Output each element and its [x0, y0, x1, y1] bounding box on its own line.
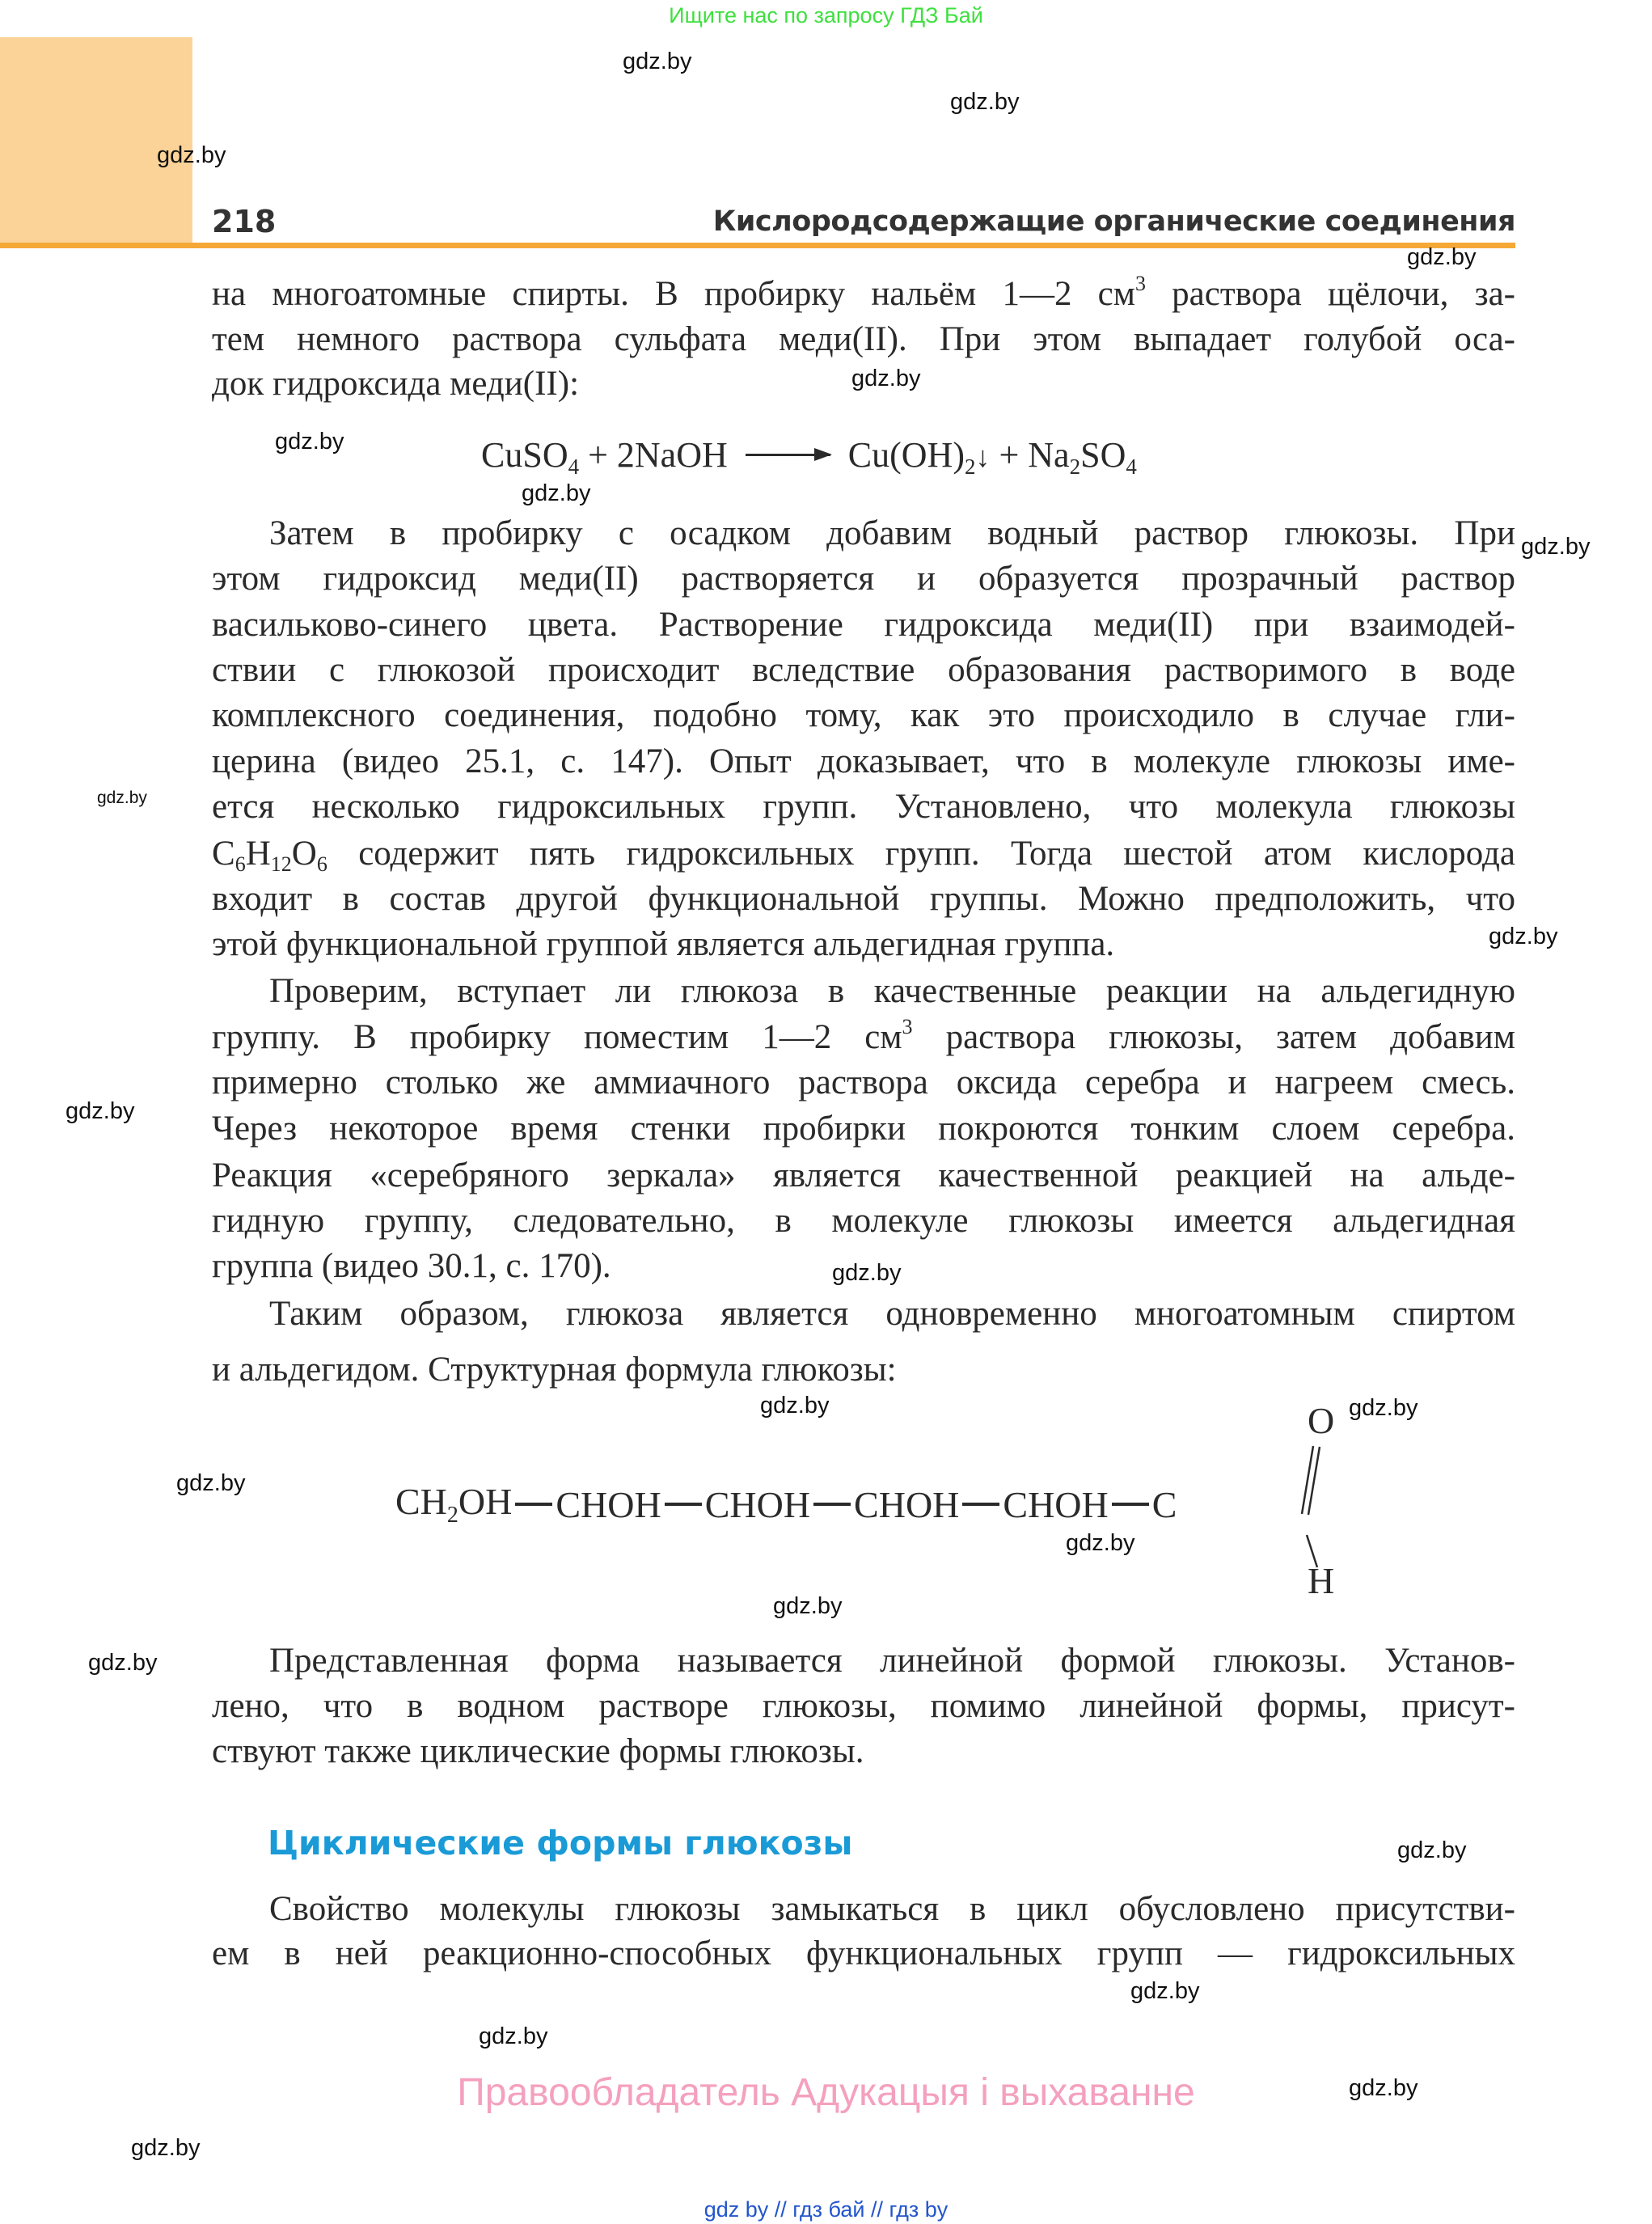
- text-run: этом гидроксид меди(II) растворяется и образуется прозрачный раствор: [212, 560, 1515, 598]
- watermark-text: gdz.by: [832, 1260, 902, 1286]
- double-bond-line: [1308, 1447, 1320, 1515]
- group-choh: CHOH: [704, 1483, 811, 1525]
- text-run: Через некоторое время стенки пробирки покроются тонким слоем серебра.: [212, 1110, 1515, 1148]
- section-heading: Циклические формы глюкозы: [268, 1824, 853, 1862]
- text-line: [212, 1015, 1515, 1060]
- watermark-text: gdz.by: [1349, 2075, 1418, 2101]
- watermark-text: gdz.by: [760, 1393, 830, 1419]
- text-run: лено, что в водном растворе глюкозы, помимо линейной формы, присут-: [212, 1687, 1515, 1725]
- text-run: и альдегидом. Структурная формула глюкозы:: [212, 1351, 897, 1389]
- text-run: O: [291, 835, 317, 873]
- subscript: 2: [1069, 455, 1081, 479]
- page-number: 218: [212, 204, 277, 239]
- superscript: 3: [1134, 272, 1146, 295]
- copyright-notice: Правообладатель Адукацыя і выхаванне: [457, 2071, 1195, 2114]
- text-line: [212, 1199, 1515, 1244]
- text-run: на многоатомные спирты. В пробирку нальём 1—2 см: [212, 275, 1135, 313]
- reactant-cuso4: [481, 435, 580, 479]
- text-line: [212, 272, 1515, 317]
- watermark-text: gdz.by: [1521, 534, 1591, 560]
- watermark-text: gdz.by: [1066, 1530, 1135, 1556]
- text-run: ем в ней реакционно-способных функциональных групп — гидроксильных: [212, 1934, 1515, 1972]
- text-run: Представленная форма называется линейной формой глюкозы. Установ-: [269, 1642, 1515, 1680]
- text-run: Реакция «серебряного зеркала» является качественной реакцией на альде-: [212, 1156, 1515, 1194]
- text-run: C: [212, 835, 235, 873]
- subscript: 12: [270, 852, 292, 876]
- text-line: [212, 556, 1515, 602]
- precipitate-arrow-icon: ↓: [975, 441, 991, 473]
- aldehyde-hydrogen: H: [1308, 1560, 1335, 1601]
- text-run: Затем в пробирку с осадком добавим водный раствор глюкозы. При: [269, 514, 1515, 552]
- text-line: [212, 693, 1515, 738]
- text-line: [212, 1060, 1515, 1106]
- text-run: ствии с глюкозой происходит вследствие образования растворимого в воде: [212, 651, 1515, 689]
- text-line: [212, 1684, 1515, 1729]
- watermark-text: gdz.by: [773, 1593, 843, 1619]
- text-line: [269, 1887, 1515, 1932]
- text-run: Проверим, вступает ли глюкоза в качественные реакции на альдегидную: [269, 972, 1515, 1010]
- page-corner-band: [0, 37, 192, 243]
- running-title: Кислородсодержащие органические соединения: [712, 205, 1515, 238]
- text-line: [212, 317, 1515, 362]
- single-bond: [1112, 1503, 1149, 1506]
- formula-text: CuSO: [481, 435, 568, 475]
- reaction-equation: [481, 434, 1137, 480]
- text-run: группа (видео 30.1, с. 170).: [212, 1247, 611, 1285]
- formula-text: CH: [395, 1481, 447, 1522]
- text-line: [212, 784, 1515, 830]
- group-ch2oh: [395, 1480, 512, 1528]
- product-na2so4: + Na: [990, 435, 1070, 475]
- single-bond: [962, 1503, 999, 1506]
- single-bond-line: [1307, 1535, 1317, 1567]
- text-run: церина (видео 25.1, с. 147). Опыт доказывает, что в молекуле глюкозы име-: [212, 742, 1515, 780]
- subscript: 2: [964, 455, 976, 479]
- watermark-text: gdz.by: [522, 480, 591, 506]
- text-run: примерно столько же аммиачного раствора оксида серебра и нагреем смесь.: [212, 1063, 1515, 1101]
- text-run: входит в состав другой функциональной группы. Можно предположить, что: [212, 880, 1515, 918]
- text-line: [212, 1729, 1515, 1774]
- watermark-text: gdz.by: [1349, 1395, 1418, 1421]
- single-bond: [665, 1503, 702, 1506]
- text-run: тем немного раствора сульфата меди(II). При этом выпадает голубой оса-: [212, 320, 1515, 358]
- watermark-text: gdz.by: [479, 2023, 548, 2049]
- text-run: ствуют также циклические формы глюкозы.: [212, 1732, 864, 1770]
- text-line: [212, 922, 1515, 967]
- text-run: H: [245, 835, 271, 873]
- watermark-text: gdz.by: [275, 429, 344, 455]
- text-run: васильково-синего цвета. Растворение гидроксида меди(II) при взаимодей-: [212, 606, 1515, 644]
- watermark-text: gdz.by: [97, 789, 147, 807]
- reaction-arrow-icon: [746, 454, 830, 456]
- watermark-text: gdz.by: [65, 1098, 135, 1124]
- watermark-text: gdz.by: [131, 2135, 201, 2161]
- text-line: [269, 1638, 1515, 1684]
- header-rule: [0, 243, 1515, 248]
- text-line: [212, 1931, 1515, 1977]
- text-run: док гидроксида меди(II):: [212, 365, 580, 403]
- watermark-text: gdz.by: [851, 366, 921, 391]
- subscript: 4: [568, 455, 580, 479]
- watermark-text: gdz.by: [623, 49, 692, 74]
- reactant-naoh: + 2NaOH: [579, 435, 728, 475]
- text-line: [212, 1106, 1515, 1152]
- footer-links[interactable]: gdz by // гдз бай // гдз by: [703, 2197, 949, 2222]
- text-line: [212, 1153, 1515, 1199]
- subscript: 2: [446, 1503, 458, 1528]
- text-line: [212, 739, 1515, 784]
- text-line: [269, 1292, 1515, 1337]
- glucose-structural-formula: [395, 1480, 1177, 1528]
- text-line: [212, 1347, 1515, 1393]
- watermark-text: gdz.by: [1489, 924, 1558, 949]
- text-run: Таким образом, глюкоза является одновременно многоатомным спиртом: [269, 1295, 1515, 1333]
- group-choh: CHOH: [1003, 1483, 1109, 1525]
- aldehyde-carbon: C: [1151, 1483, 1177, 1525]
- text-line: [269, 969, 1515, 1014]
- aldehyde-bonds: [1261, 1440, 1342, 1577]
- formula-text: SO: [1080, 435, 1126, 475]
- search-banner[interactable]: Ищите нас по запросу ГДЗ Бай: [669, 3, 983, 27]
- watermark-text: gdz.by: [1407, 244, 1477, 270]
- text-run: комплексного соединения, подобно тому, как это происходило в случае гли-: [212, 696, 1515, 734]
- text-run: раствора щёлочи, за-: [1145, 275, 1515, 313]
- subscript: 6: [234, 852, 246, 876]
- aldehyde-oxygen: O: [1308, 1400, 1335, 1441]
- formula-text: OH: [458, 1481, 513, 1522]
- watermark-text: gdz.by: [1397, 1837, 1467, 1863]
- single-bond: [813, 1503, 851, 1506]
- watermark-text: gdz.by: [176, 1470, 246, 1496]
- subscript: 6: [316, 852, 327, 876]
- watermark-text: gdz.by: [1130, 1978, 1200, 2004]
- text-line: [269, 511, 1515, 556]
- text-run: ется несколько гидроксильных групп. Установлено, что молекула глюкозы: [212, 788, 1515, 826]
- group-choh: CHOH: [854, 1483, 960, 1525]
- text-run: группу. В пробирку поместим 1—2 см: [212, 1018, 902, 1056]
- watermark-text: gdz.by: [157, 142, 226, 168]
- text-run: этой функциональной группой является альдегидная группа.: [212, 925, 1115, 963]
- text-run: содержит пять гидроксильных групп. Тогда шестой атом кислорода: [327, 835, 1515, 873]
- text-run: раствора глюкозы, затем добавим: [912, 1018, 1516, 1056]
- product-cuoh2: Cu(OH): [847, 435, 965, 475]
- watermark-text: gdz.by: [950, 89, 1020, 115]
- double-bond-line: [1302, 1446, 1313, 1514]
- superscript: 3: [902, 1015, 913, 1038]
- text-line: [212, 603, 1515, 648]
- single-bond: [515, 1503, 552, 1506]
- text-line: [212, 877, 1515, 922]
- text-run: Свойство молекулы глюкозы замыкаться в цикл обусловлено присутстви-: [269, 1890, 1515, 1928]
- text-line: [212, 648, 1515, 693]
- text-run: гидную группу, следовательно, в молекуле глюкозы имеется альдегидная: [212, 1202, 1515, 1240]
- group-choh: CHOH: [556, 1483, 661, 1525]
- watermark-text: gdz.by: [88, 1650, 158, 1676]
- text-line: [212, 831, 1515, 877]
- subscript: 4: [1126, 455, 1137, 479]
